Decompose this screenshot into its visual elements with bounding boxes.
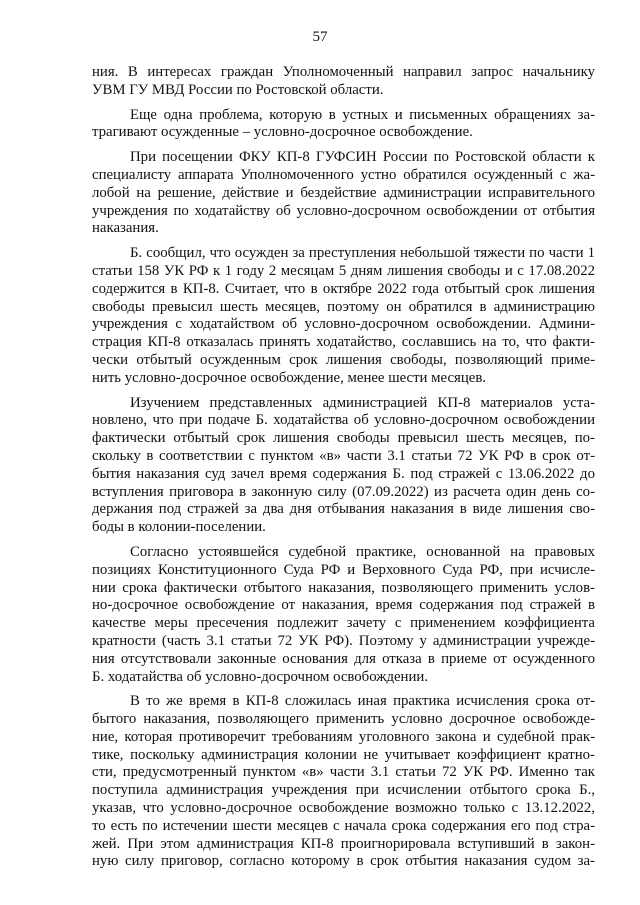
text-line: трагивают осужденные – условно-досрочное освобождение. — [92, 124, 473, 141]
text-line: Б. сообщил, что осужден за преступления небольшой тяжести по части 1 — [130, 245, 595, 262]
text-line: ние, которая противоречит требованиям уголовного закона и судебной прак- — [92, 728, 595, 745]
text-line: учреждения с ходатайством об условно-досрочном освобождении. Админи- — [92, 316, 595, 333]
text-line: При посещении ФКУ КП-8 ГУФСИН России по Ростовской области к — [130, 149, 595, 166]
text-line: вступления приговора в законную силу (07.09.2022) из расчета один день со- — [92, 483, 595, 500]
text-line: держания под стражей за два дня отбывания наказания в виде лишения сво- — [92, 501, 595, 518]
text-line: фактически отбытый срок лишения свободы превысил шесть месяцев, по- — [92, 430, 595, 447]
paragraph — [92, 395, 595, 537]
text-line: тике, поскольку администрация колонии не учитывает коэффициент кратно- — [92, 746, 595, 763]
text-line: наказания. — [92, 220, 159, 237]
text-line: но-досрочное освобождение от наказания, время содержания под стражей в — [92, 597, 595, 614]
text-line: новлено, что при подаче Б. ходатайства об условно-досрочном освобождении — [92, 412, 595, 429]
text-line: сти, предусмотренный пунктом «в» части 3.1 статьи 72 УК РФ. Именно так — [92, 764, 595, 781]
text-line: Б. ходатайства об условно-досрочном освобождении. — [92, 668, 429, 685]
text-line: поступила администрация учреждения при исчислении отбытого срока Б., — [92, 782, 595, 799]
text-line: лобой на решение, действие и бездействие администрации исправительного — [92, 184, 595, 201]
text-line: ния отсутствовали законные основания для отказа в приеме от осужденного — [92, 650, 595, 667]
paragraph — [92, 64, 595, 100]
paragraph — [92, 544, 595, 686]
text-line: жей. При этом администрация КП-8 проигнорировала вступивший в закон- — [92, 835, 595, 852]
text-line: бытого наказания, позволяющего применить условно досрочное освобожде- — [92, 711, 595, 728]
page-number: 57 — [312, 29, 328, 45]
text-line: позициях Конституционного Суда РФ и Верховного Суда РФ, при исчисле- — [92, 561, 595, 578]
document-body — [92, 64, 595, 878]
text-line: Изучением представленных администрацией КП-8 материалов уста- — [130, 394, 595, 411]
text-line: содержится в КП-8. Считает, что в октябре 2022 года отбытый срок лишения — [92, 280, 595, 297]
text-line: Согласно устоявшейся судебной практике, основанной на правовых — [130, 543, 595, 560]
text-line: боды в колонии-поселении. — [92, 519, 266, 536]
text-line: качестве меры пресечения подлежит зачету с применением коэффициента — [92, 615, 595, 632]
text-line: свободы превысил шесть месяцев, поэтому он обратился в администрацию — [92, 298, 595, 315]
text-line: нии срока фактически отбытого наказания, позволяющего применить услов- — [92, 579, 595, 596]
text-line: специалисту аппарата Уполномоченного устно обратился осужденный с жа- — [92, 166, 595, 183]
text-line: нить условно-досрочное освобождение, менее шести месяцев. — [92, 369, 487, 386]
text-line: бытия наказания суд зачел время содержания Б. под стражей с 13.06.2022 до — [92, 465, 595, 482]
text-line: В то же время в КП-8 сложилась иная практика исчисления срока от- — [130, 693, 595, 710]
text-line: страция КП-8 отказалась принять ходатайство, сославшись на то, что факти- — [92, 334, 595, 351]
paragraph — [92, 107, 595, 143]
text-line: ную силу приговор, согласно которому в срок отбытия наказания судом за- — [92, 853, 595, 870]
text-line: чески отбытый осужденным срок лишения свободы, позволяющий приме- — [92, 351, 595, 368]
text-line: то есть по истечении шести месяцев с начала срока содержания его под стра- — [92, 817, 595, 834]
paragraph — [92, 693, 595, 871]
text-line: учреждения по ходатайству об условно-досрочном освобождении от отбытия — [92, 202, 595, 219]
text-line: скольку в соответствии с пунктом «в» части 3.1 статьи 72 УК РФ в срок от- — [92, 447, 595, 464]
text-line: статьи 158 УК РФ к 1 году 2 месяцам 5 дням лишения свободы и с 17.08.2022 — [92, 262, 595, 279]
text-line: кратности (часть 3.1 статьи 72 УК РФ). Поэтому у администрации учрежде- — [92, 632, 595, 649]
text-line: указав, что условно-досрочное освобождение возможно только с 13.12.2022, — [92, 800, 595, 817]
paragraph — [92, 149, 595, 238]
text-line: Еще одна проблема, которую в устных и письменных обращениях за- — [130, 106, 595, 123]
text-line: ния. В интересах граждан Уполномоченный направил запрос начальнику — [92, 64, 595, 80]
paragraph — [92, 245, 595, 387]
text-line: УВМ ГУ МВД России по Ростовской области. — [92, 81, 384, 98]
